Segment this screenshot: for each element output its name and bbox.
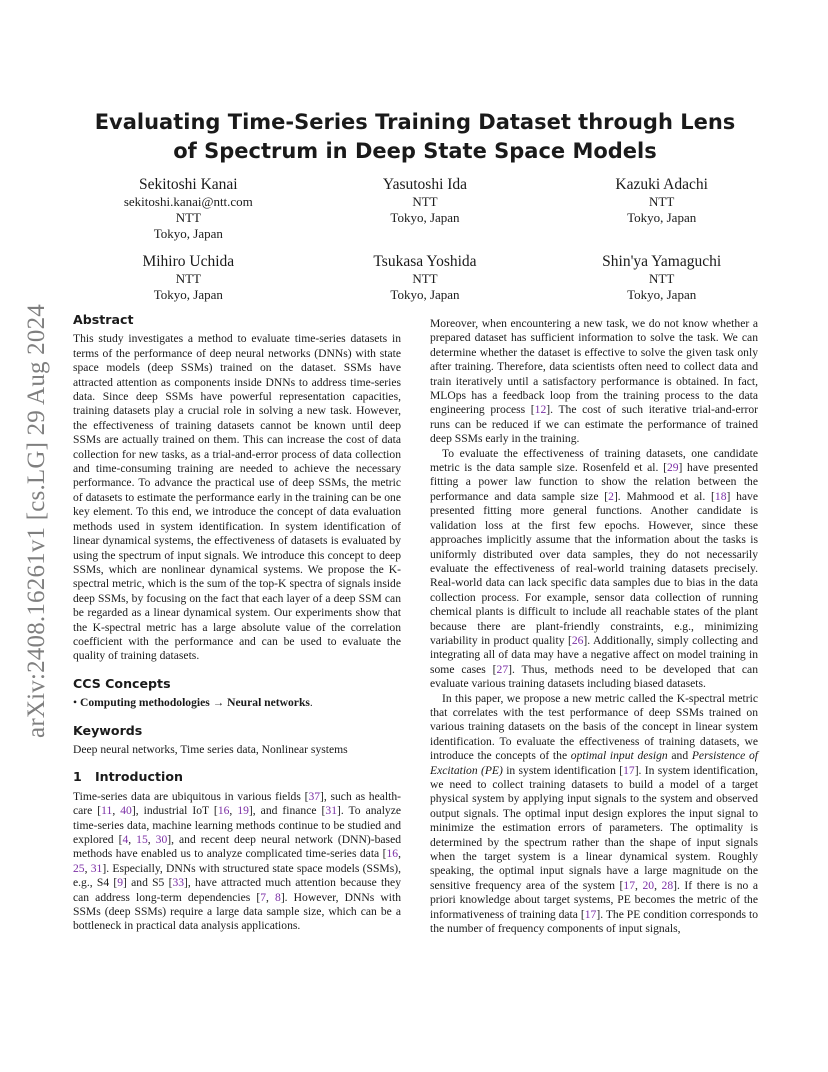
section-title: Introduction bbox=[95, 769, 183, 785]
arxiv-identifier-text: arXiv:2408.16261v1 [cs.LG] 29 Aug 2024 bbox=[23, 304, 50, 738]
citation-link[interactable]: 40 bbox=[120, 804, 132, 818]
author-card bbox=[75, 252, 302, 303]
citation-link[interactable]: 29 bbox=[666, 461, 679, 475]
italic-term: optimal input design bbox=[570, 749, 668, 763]
author-affiliation: NTT bbox=[175, 210, 201, 225]
author-card bbox=[75, 175, 302, 242]
italic-term: Persistence of Excitation (PE) bbox=[430, 749, 758, 777]
author-affiliation: NTT bbox=[412, 271, 438, 286]
ccs-concepts-heading: CCS Concepts bbox=[73, 675, 171, 691]
abstract-text: This study investigates a method to evaluate time-series datasets in terms of the performance of deep neural networks (DNNs) with state space models (deep SSMs) trained on the dataset. SSMs have attracted attention as components inside DNNs to address time-series data. Since deep SSMs have powerful representation capacities, training datasets play a crucial role in solving a new task. However, the effectiveness of training datasets cannot be known until deep SSMs are actually trained on them. This can increase the cost of data collection for new tasks, as a trial-and-error process of data collection and time-consuming training are needed to achieve the necessary performance. To advance the practical use of deep SSMs, the metric of datasets to estimate the performance early in the training can be one key element. To this end, we introduce the concept of data evaluation methods used in system identification. In system identification of linear dynamical systems, the effectiveness of datasets is evaluated by using the spectrum of input signals. We introduce this concept to deep SSMs, which are nonlinear dynamical systems. We propose the K-spectral metric, which is the sum of the top-K spectra of signals inside deep SSMs, by focusing on the fact that each layer of a deep SSM can be regarded as a linear dynamical system. Our experiments show that the K-spectral metric has a large absolute value of the correlation coefficient with the performance and can be used to evaluate the quality of training datasets. bbox=[73, 332, 401, 663]
author-affiliation: NTT bbox=[175, 271, 201, 286]
author-card bbox=[548, 175, 775, 242]
ccs-bullet: • bbox=[73, 696, 78, 710]
arxiv-identifier-stamp bbox=[14, 286, 60, 756]
citation-link[interactable]: 20 bbox=[642, 878, 655, 892]
keywords-heading: Keywords bbox=[73, 722, 143, 738]
citation-link[interactable]: 27 bbox=[496, 662, 509, 676]
paper-title: Evaluating Time-Series Training Dataset through Lens of Spectrum in Deep State Space Models bbox=[94, 110, 736, 163]
intro-paragraph-3: To evaluate the effectiveness of training datasets, one candidate metric is the data sample size. Rosenfeld et al. [29] have presented fitting a power law function to show the relation between the performance and data sample size [2]. Mahmood et al. [18] have presented fitting more general functions. Another candidate is validation loss at the first few epochs. However, since these approaches implicitly assume that the information about the tasks is uniformly distributed over data samples, they do not necessarily evaluate the effectiveness of real-world training datasets precisely. Real-world data can lack specific data samples due to bias in the data collection process. For example, sensor data collection of running chemical plants is difficult to include all reachable states of the plant because there are plant-friendly constraints, e.g., minimizing variability in product quality [26]. Additionally, simply collecting and integrating all of data may have a negative affect on model training in some cases [27]. Thus, methods need to be developed that can evaluate various training datasets including biased datasets. bbox=[430, 446, 759, 691]
ccs-concept-item: Computing methodologies → Neural networks bbox=[79, 696, 310, 710]
author-affiliation: NTT bbox=[649, 271, 675, 286]
author-location: Tokyo, Japan bbox=[153, 287, 223, 302]
author-card bbox=[548, 252, 775, 303]
author-location: Tokyo, Japan bbox=[627, 287, 697, 302]
author-card bbox=[312, 175, 539, 242]
citation-link[interactable]: 31 bbox=[325, 804, 337, 818]
author-name: Kazuki Adachi bbox=[615, 176, 708, 193]
citation-link[interactable]: 28 bbox=[661, 878, 674, 892]
author-email: sekitoshi.kanai@ntt.com bbox=[123, 194, 253, 209]
citation-link[interactable]: 9 bbox=[117, 876, 124, 890]
citation-link[interactable]: 19 bbox=[237, 804, 249, 818]
author-location: Tokyo, Japan bbox=[390, 287, 460, 302]
author-location: Tokyo, Japan bbox=[627, 210, 697, 225]
citation-link[interactable]: 11 bbox=[101, 804, 113, 818]
author-name: Tsukasa Yoshida bbox=[373, 253, 477, 270]
citation-link[interactable]: 2 bbox=[608, 489, 614, 503]
citation-link[interactable]: 17 bbox=[623, 763, 635, 777]
citation-link[interactable]: 31 bbox=[90, 861, 103, 875]
section-number: 1 bbox=[73, 769, 82, 785]
author-name: Mihiro Uchida bbox=[142, 253, 235, 270]
citation-link[interactable]: 17 bbox=[584, 907, 597, 921]
citation-link[interactable]: 26 bbox=[571, 633, 584, 647]
ccs-terminal-period: . bbox=[309, 696, 313, 710]
author-row-2 bbox=[75, 252, 775, 303]
author-location: Tokyo, Japan bbox=[153, 226, 223, 241]
citation-link[interactable]: 7 bbox=[260, 890, 267, 904]
abstract-heading: Abstract bbox=[73, 312, 134, 327]
citation-link[interactable]: 33 bbox=[172, 876, 185, 890]
intro-paragraph-4: In this paper, we propose a new metric called the K-spectral metric that correlates with the test performance of deep SSMs trained on various training datasets on the basis of the concept in linear system identification. To evaluate the effectiveness of training datasets, we introduce the concepts of the optimal input design and Persistence of Excitation (PE) in system identification [17]. In system identification, we need to collect training datasets to build a model of a target physical system by applying input signals to the system and observed output signals. The optimal input design explores the input signal to minimize the estimation errors of parameters. The optimality is determined by the spectrum rather than the shape of input signals when the target system is a linear dynamical system. Roughly speaking, the optimal input signals have a large magnitude on the sensitive frequency area of the system [17, 20, 28]. If there is no a priori knowledge about target systems, PE becomes the metric of the informativeness of training data [17]. The PE condition corresponds to the number of frequency components of input signals, bbox=[430, 691, 759, 936]
ccs-concepts-line bbox=[73, 696, 401, 710]
author-card bbox=[312, 252, 539, 303]
citation-link[interactable]: 8 bbox=[275, 890, 281, 904]
author-name: Shin'ya Yamaguchi bbox=[602, 253, 722, 270]
citation-link[interactable]: 18 bbox=[714, 489, 727, 503]
citation-link[interactable]: 15 bbox=[136, 833, 148, 846]
citation-link[interactable]: 12 bbox=[534, 403, 547, 417]
citation-link[interactable]: 4 bbox=[122, 833, 129, 846]
citation-link[interactable]: 16 bbox=[217, 804, 230, 818]
keywords-text: Deep neural networks, Time series data, Nonlinear systems bbox=[73, 742, 348, 756]
author-name: Sekitoshi Kanai bbox=[139, 176, 238, 193]
author-name: Yasutoshi Ida bbox=[382, 176, 468, 193]
left-column bbox=[73, 313, 401, 934]
introduction-heading bbox=[73, 770, 401, 784]
author-affiliation: NTT bbox=[649, 194, 675, 209]
citation-link[interactable]: 30 bbox=[155, 833, 168, 846]
citation-link[interactable]: 25 bbox=[73, 861, 85, 875]
citation-link[interactable]: 17 bbox=[623, 878, 636, 892]
citation-link[interactable]: 16 bbox=[386, 847, 399, 861]
author-location: Tokyo, Japan bbox=[390, 210, 460, 225]
right-column bbox=[430, 317, 758, 936]
author-affiliation: NTT bbox=[412, 194, 438, 209]
citation-link[interactable]: 37 bbox=[308, 789, 321, 803]
intro-paragraph-1: Time-series data are ubiquitous in various fields [37], such as health-care [11, 40], industrial IoT [16, 19], and finance [31]. To analyze time-series data, machine learning methods continue to be studied and explored [4, 15, 30], and recent deep neural network (DNN)-based methods have enabled us to analyze complicated time-series data [16, 25, 31]. Especially, DNNs with structured state space models (SSMs), e.g., S4 [9] and S5 [33], have attracted much attention because they can address long-term dependencies [7, 8]. However, DNNs with SSMs (deep SSMs) require a large data sample size, which can be a bottleneck in practical data analysis applications. bbox=[73, 789, 402, 933]
author-block bbox=[75, 175, 775, 313]
intro-paragraph-2: Moreover, when encountering a new task, we do not know whether a prepared dataset has sufficient information to solve the task. We can determine whether the dataset is effective to solve the given task only after training. Therefore, data scientists often need to collect data and train iteratively until a satisfactory performance is obtained. In fact, MLOps has a feedback loop from the training process to the data engineering process [12]. The cost of such iterative trial-and-error runs can be reduced if we can estimate the performance of trained deep SSMs early in the training. bbox=[430, 317, 758, 446]
author-row-1 bbox=[75, 175, 775, 242]
